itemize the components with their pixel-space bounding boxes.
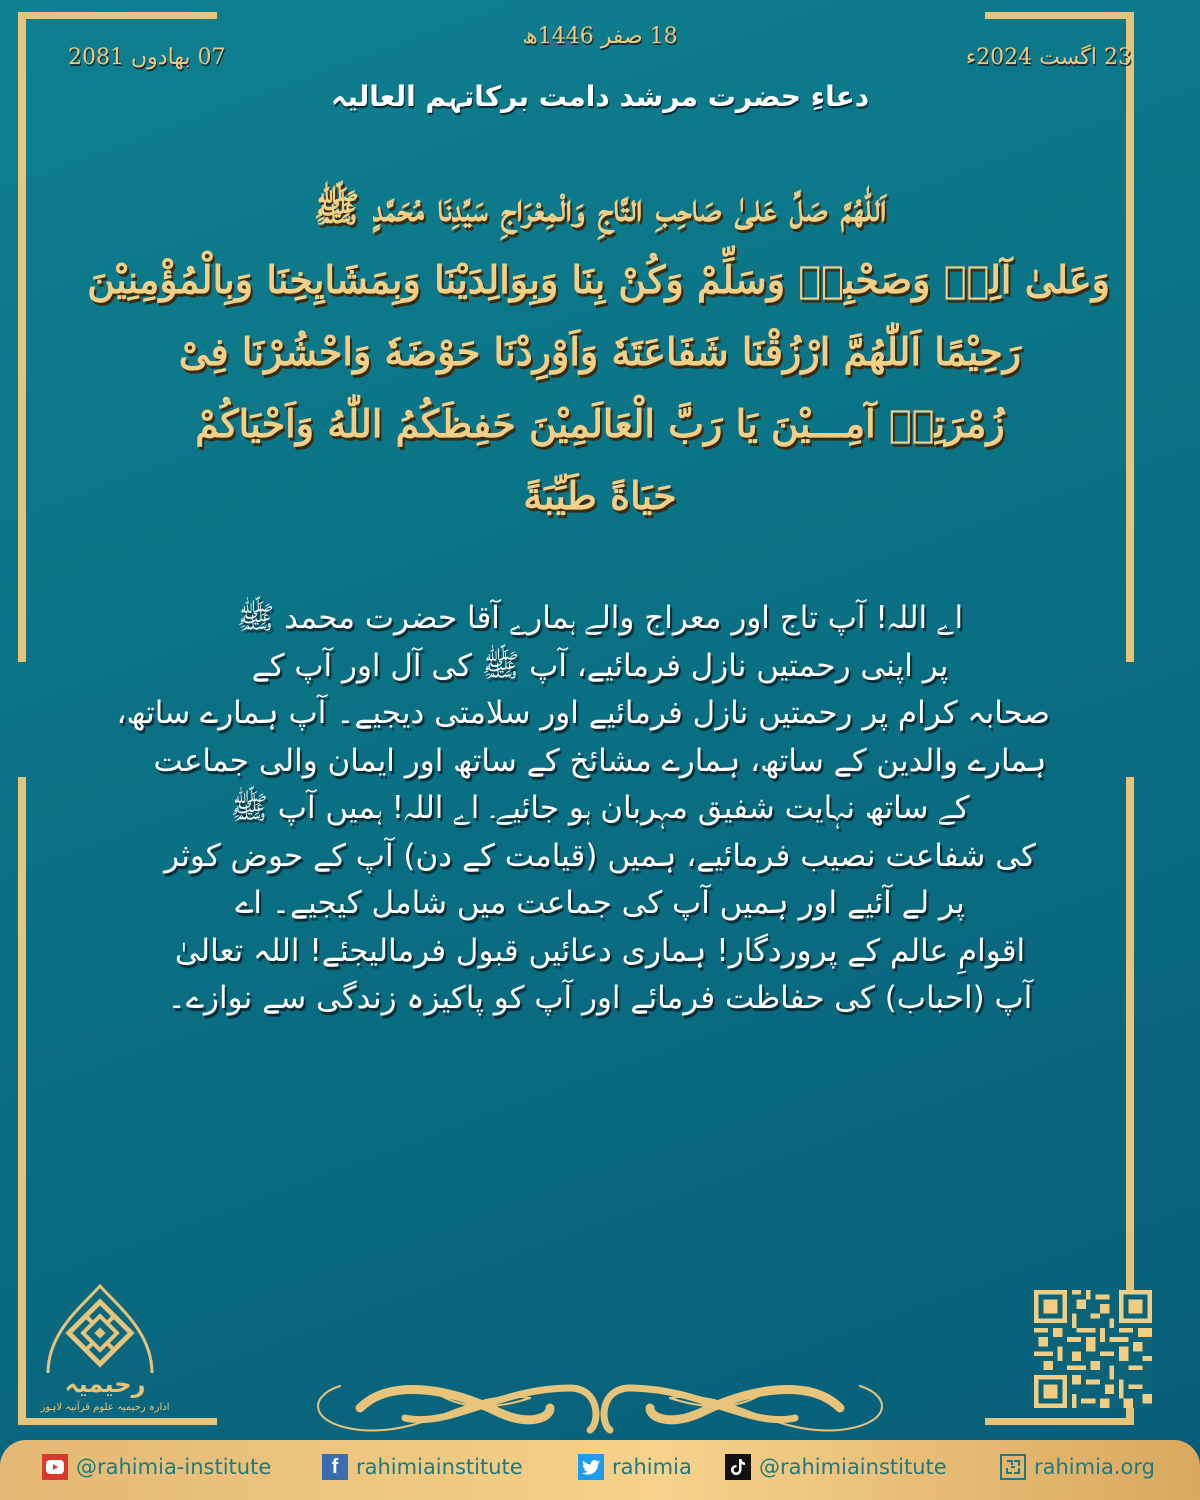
urdu-translation-line: پر اپنی رحمتیں نازل فرمائیے، آپ ﷺ کی آل اور آپ کے <box>251 647 949 684</box>
qr-code[interactable] <box>1033 1290 1153 1408</box>
urdu-translation-line: صحابہ کرام پر رحمتیں نازل فرمائیے اور سلامتی دیجیے۔ آپ ہمارے ساتھ، <box>116 695 1050 731</box>
frame-left-lower-vertical <box>18 777 26 1425</box>
rahimia-logo <box>40 1278 170 1418</box>
website-url: rahimia.org <box>1034 1455 1155 1479</box>
tiktok-handle: @rahimiainstitute <box>759 1455 947 1479</box>
frame-bottom-right-horizontal <box>985 1418 1134 1425</box>
urdu-translation <box>116 595 1050 1023</box>
logo-name: رحیمیہ <box>64 1370 146 1398</box>
urdu-translation-line: اقوامِ عالم کے پروردگار! ہماری دعائیں قبول فرمالیجئے! اللہ تعالیٰ <box>174 932 1026 969</box>
arabic-dua <box>87 172 1110 532</box>
social-tiktok[interactable] <box>725 1454 947 1480</box>
arabic-dua-line: حَیَاةً طَیِّبَةً <box>523 473 677 518</box>
logo-subtitle: ادارہ رحیمیہ علوم قرآنیہ لاہور <box>40 1402 170 1413</box>
frame-top-left-horizontal <box>18 12 217 19</box>
arabic-dua-line: رَحِیْمًا اَللّٰهُمَّ ارْزُقْنَا شَفَاعَتَهٗ وَاَوْرِدْنَا حَوْضَهٗ وَاحْشُرْنَا فِیْ <box>178 329 1022 374</box>
gregorian-date: 23 اگست 2024ء <box>965 45 1132 70</box>
website-logo-icon <box>1000 1454 1026 1480</box>
urdu-translation-line: اے اللہ! آپ تاج اور معراج والے ہمارے آقا حضرت محمد ﷺ <box>236 600 964 636</box>
youtube-icon <box>42 1454 68 1480</box>
bikrami-date: 07 بھادوں 2081 <box>68 45 226 70</box>
arabic-dua-line: اَللّٰهُمَّ صَلِّ عَلیٰ صَاحِبِ التَّاجِ وَالْمِعْرَاجِ سَیِّدِنَا مُحَمَّدٍ ﷺ <box>313 185 887 230</box>
hijri-date: 18 صفر 1446ھ <box>522 24 678 49</box>
twitter-handle: rahimia <box>612 1455 692 1479</box>
arabic-dua-line: زُمْرَتِهٖ آمِـــیْنَ یَا رَبَّ الْعَالَمِیْنَ حَفِظَكُمُ اللّٰهُ وَاَحْیَاكُمْ <box>195 401 1005 446</box>
tiktok-icon <box>725 1454 751 1480</box>
urdu-translation-line: ہمارے والدین کے ساتھ، ہمارے مشائخ کے ساتھ اور ایمان والی جماعت <box>153 742 1047 779</box>
social-youtube[interactable] <box>42 1454 271 1480</box>
facebook-handle: rahimiainstitute <box>356 1455 523 1479</box>
facebook-icon: f <box>322 1454 348 1480</box>
urdu-translation-line: آپ (احباب) کی حفاظت فرمائے اور آپ کو پاکیزہ زندگی سے نوازے۔ <box>167 980 1033 1016</box>
twitter-icon <box>578 1454 604 1480</box>
urdu-translation-line: پر لے آئیے اور ہمیں آپ کی جماعت میں شامل کیجیے۔ اے <box>235 885 965 921</box>
social-twitter[interactable] <box>578 1454 692 1480</box>
youtube-handle: @rahimia-institute <box>76 1455 272 1479</box>
dome-kufic-emblem-icon <box>40 1278 170 1378</box>
arabic-dua-line: وَعَلیٰ آلِهٖ وَصَحْبِهٖ وَسَلِّمْ وَكُنْ بِنَا وَبِوَالِدَیْنَا وَبِمَشَایِخِنَا وَبِالْمُؤْمِنِیْنَ <box>87 257 1110 302</box>
footer-social-bar <box>0 1440 1200 1500</box>
urdu-translation-line: کے ساتھ نہایت شفیق مہربان ہو جائیے۔ اے اللہ! ہمیں آپ ﷺ <box>230 790 970 826</box>
social-website[interactable] <box>1000 1454 1155 1480</box>
decorative-flourish-icon <box>300 1368 900 1436</box>
frame-top-right-horizontal <box>985 12 1134 19</box>
page-title: دعاءِ حضرت مرشد دامت برکاتہم العالیہ <box>330 80 870 113</box>
frame-bottom-left-horizontal <box>18 1418 217 1425</box>
urdu-translation-line: کی شفاعت نصیب فرمائیے، ہمیں (قیامت کے دن) آپ کے حوض کوثر <box>164 837 1036 874</box>
social-facebook[interactable] <box>322 1454 523 1480</box>
